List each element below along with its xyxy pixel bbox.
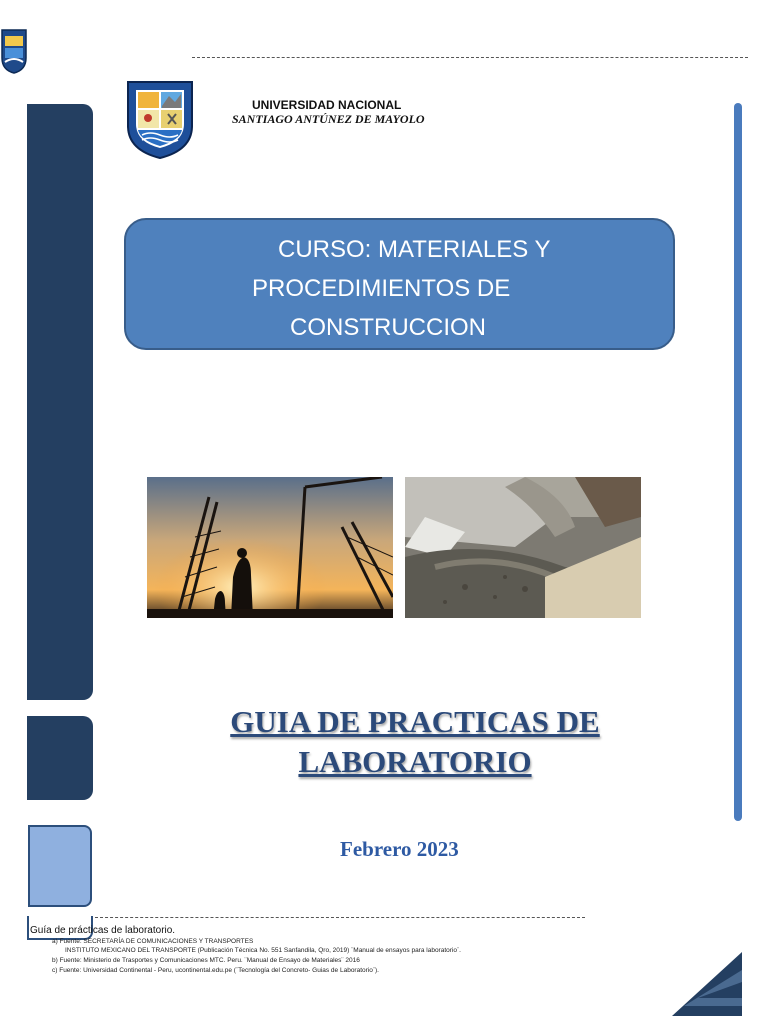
university-crest-small (0, 28, 28, 74)
concrete-pouring-photo (405, 477, 641, 618)
footnote-a-continued: INSTITUTO MEXICANO DEL TRANSPORTE (Publicación Técnica No. 551 Sanfandila, Qro, 2019) ¨Manual de ensayos para laboratorio¨. (65, 947, 461, 954)
publication-date: Febrero 2023 (340, 837, 459, 861)
side-decoration-bar (27, 104, 93, 700)
right-decoration-bar (734, 103, 742, 821)
corner-decoration (672, 952, 742, 1016)
guide-title-line-2: LABORATORIO (298, 744, 532, 779)
course-title-line-2: PROCEDIMIENTOS DE (252, 275, 511, 302)
guide-title-line-1: GUIA DE PRACTICAS DE (230, 704, 600, 739)
top-dashed-rule (192, 57, 748, 58)
course-title-line-3: CONSTRUCCION (290, 314, 486, 341)
university-name: UNIVERSIDAD NACIONAL (252, 98, 402, 112)
footnote-separator (95, 917, 585, 918)
construction-silhouette-photo (147, 477, 393, 618)
footnote-a: a) Fuente: SECRETARÍA DE COMUNICACIONES Y TRANSPORTES (52, 938, 254, 945)
university-subname: SANTIAGO ANTÚNEZ DE MAYOLO (232, 112, 425, 126)
footnote-heading: Guía de prácticas de laboratorio. (30, 925, 176, 936)
footnote-c: c) Fuente: Universidad Continental - Peru, ucontinental.edu.pe (¨Tecnología del Concreto- Guias de Laboratorio¨). (52, 967, 379, 974)
course-title-box (124, 218, 675, 350)
side-decoration-light-block (28, 825, 92, 907)
course-title-line-1: CURSO: MATERIALES Y (278, 236, 551, 263)
footnote-b: b) Fuente: Ministerio de Trasportes y Comunicaciones MTC. Peru. ¨Manual de Ensayo de Materiales¨ 2016 (52, 957, 360, 964)
side-decoration-block (27, 716, 93, 800)
university-crest (124, 78, 196, 160)
guide-title (150, 702, 680, 782)
